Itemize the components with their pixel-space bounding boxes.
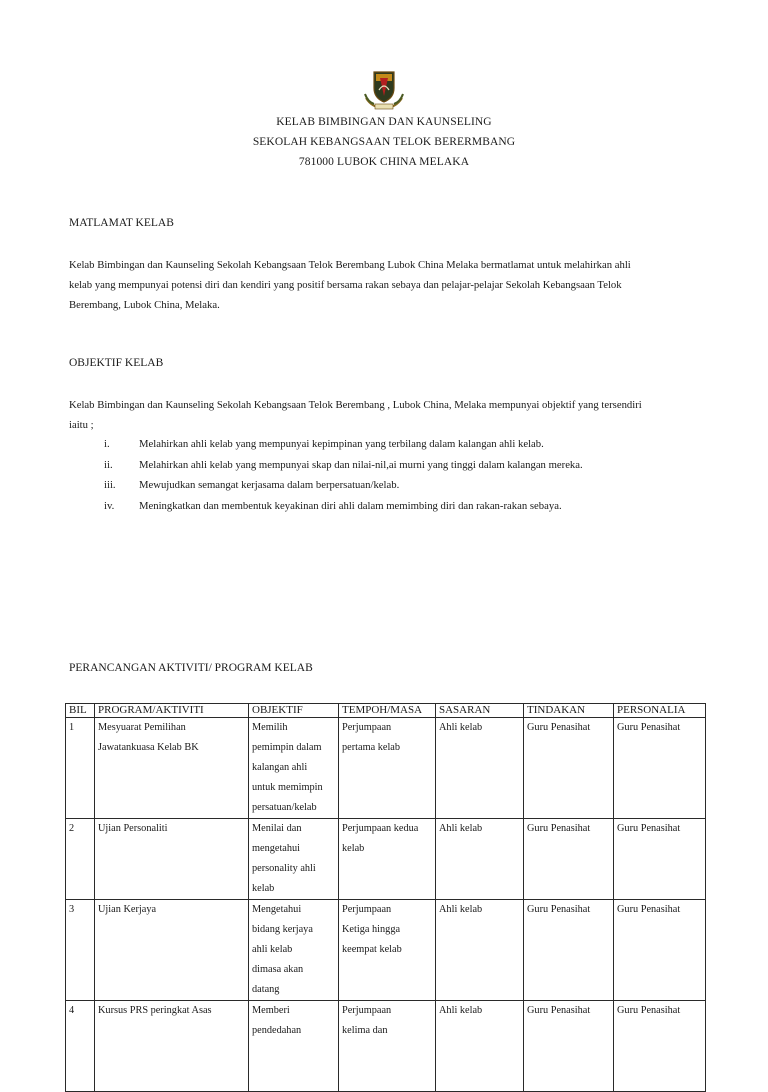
cell-line: pendedahan — [252, 1025, 302, 1036]
cell-tempoh — [339, 718, 436, 819]
cell-bil: 4 — [66, 1001, 95, 1092]
school-address-title: 781000 LUBOK CHINA MELAKA — [298, 156, 470, 168]
cell-program — [95, 718, 249, 819]
cell-line: pemimpin dalam — [252, 742, 322, 753]
cell-line: bidang kerjaya — [252, 924, 313, 935]
objektif-paragraph — [69, 395, 701, 435]
cell-objektif — [249, 718, 339, 819]
list-item-number: i. — [104, 438, 110, 450]
list-item-text: Meningkatkan dan membentuk keyakinan diri ahli dalam memimbing diri dan rakan-rakan sebaya. — [139, 499, 562, 512]
cell-tempoh — [339, 900, 436, 1001]
cell-tindakan: Guru Penasihat — [524, 900, 614, 1001]
cell-program — [95, 819, 249, 900]
list-item — [69, 455, 709, 476]
col-header-sasaran: SASARAN — [436, 704, 524, 718]
cell-line: datang — [252, 984, 280, 995]
matlamat-line-3: Berembang, Lubok China, Melaka. — [69, 299, 220, 311]
cell-line: untuk memimpin — [252, 782, 323, 793]
cell-line: mengetahui — [252, 843, 301, 854]
cell-line: persatuan/kelab — [252, 802, 317, 813]
list-item-number: iv. — [104, 499, 115, 512]
list-item-number: iii. — [104, 479, 116, 491]
cell-program — [95, 1001, 249, 1092]
matlamat-line-1: Kelab Bimbingan dan Kaunseling Sekolah Kebangsaan Telok Berembang Lubok China Melaka bermatlamat untuk melahirkan ahli — [69, 259, 631, 271]
cell-line: kelab — [252, 883, 275, 894]
school-crest-logo — [362, 68, 406, 112]
col-header-objektif: OBJEKTIF — [249, 704, 339, 718]
cell-line: Perjumpaan — [342, 1005, 392, 1016]
cell-line: kelima dan — [342, 1025, 388, 1036]
cell-line: kelab — [342, 843, 365, 854]
table-row — [66, 819, 706, 900]
cell-line: Ujian Kerjaya — [98, 904, 157, 915]
cell-line: ahli kelab — [252, 944, 293, 955]
cell-sasaran: Ahli kelab — [436, 819, 524, 900]
cell-sasaran: Ahli kelab — [436, 718, 524, 819]
cell-personalia: Guru Penasihat — [614, 819, 706, 900]
cell-line: keempat kelab — [342, 944, 402, 955]
cell-tindakan: Guru Penasihat — [524, 718, 614, 819]
col-header-tempoh: TEMPOH/MASA — [339, 704, 436, 718]
list-item — [69, 496, 709, 517]
cell-personalia: Guru Penasihat — [614, 718, 706, 819]
cell-objektif — [249, 900, 339, 1001]
cell-personalia: Guru Penasihat — [614, 1001, 706, 1092]
objektif-list — [69, 434, 709, 516]
cell-line: Ujian Personaliti — [98, 823, 168, 834]
cell-tempoh — [339, 819, 436, 900]
list-item-number: ii. — [104, 458, 113, 471]
matlamat-heading: MATLAMAT KELAB — [69, 217, 174, 229]
cell-line: Perjumpaan — [342, 904, 392, 915]
col-header-program: PROGRAM/AKTIVITI — [95, 704, 249, 718]
objektif-line-1: Kelab Bimbingan dan Kaunseling Sekolah Kebangsaan Telok Berembang , Lubok China, Melaka mempunyai objektif yang tersendiri — [69, 399, 642, 411]
cell-objektif — [249, 1001, 339, 1092]
table-row — [66, 1001, 706, 1092]
list-item-text: Mewujudkan semangat kerjasama dalam berpersatuan/kelab. — [139, 479, 400, 491]
cell-line: dimasa akan — [252, 964, 304, 975]
list-item-text: Melahirkan ahli kelab yang mempunyai skap dan nilai-nil,ai murni yang tinggi dalam kalangan mereka. — [139, 458, 583, 471]
cell-bil: 2 — [66, 819, 95, 900]
cell-line: Ketiga hingga — [342, 924, 401, 935]
table-row — [66, 718, 706, 819]
cell-tindakan: Guru Penasihat — [524, 1001, 614, 1092]
list-item-text: Melahirkan ahli kelab yang mempunyai kepimpinan yang terbilang dalam kalangan ahli kelab. — [139, 438, 544, 450]
cell-tempoh — [339, 1001, 436, 1092]
col-header-tindakan: TINDAKAN — [524, 704, 614, 718]
cell-line: Perjumpaan — [342, 722, 392, 733]
cell-bil: 1 — [66, 718, 95, 819]
matlamat-line-2: kelab yang mempunyai potensi diri dan kendiri yang positif bersama rakan sebaya dan pelajar-pelajar Sekolah Kebangsaan Telok — [69, 279, 622, 291]
table-row — [66, 900, 706, 1001]
list-item — [69, 434, 709, 455]
cell-sasaran: Ahli kelab — [436, 1001, 524, 1092]
cell-line: kalangan ahli — [252, 762, 308, 773]
cell-bil: 3 — [66, 900, 95, 1001]
list-item — [69, 475, 709, 496]
cell-sasaran: Ahli kelab — [436, 900, 524, 1001]
objektif-line-2: iaitu ; — [69, 419, 94, 431]
col-header-bil: BIL — [66, 704, 95, 718]
cell-line: pertama kelab — [342, 742, 401, 753]
cell-line: Menilai dan — [252, 823, 302, 834]
cell-line: Jawatankuasa Kelab BK — [98, 742, 199, 753]
cell-program — [95, 900, 249, 1001]
cell-line: Memilih — [252, 722, 288, 733]
col-header-personalia: PERSONALIA — [614, 704, 706, 718]
cell-line: Kursus PRS peringkat Asas — [98, 1005, 212, 1016]
activity-plan-table — [65, 703, 706, 1092]
club-name-title: KELAB BIMBINGAN DAN KAUNSELING — [276, 116, 492, 128]
cell-objektif — [249, 819, 339, 900]
cell-line: Memberi — [252, 1005, 290, 1016]
perancangan-heading: PERANCANGAN AKTIVITI/ PROGRAM KELAB — [69, 662, 313, 674]
cell-tindakan: Guru Penasihat — [524, 819, 614, 900]
objektif-heading: OBJEKTIF KELAB — [69, 357, 164, 369]
cell-line: personality ahli — [252, 863, 316, 874]
school-name-title: SEKOLAH KEBANGSAAN TELOK BERERMBANG — [252, 136, 516, 148]
matlamat-paragraph — [69, 255, 701, 315]
cell-line: Mesyuarat Pemilihan — [98, 722, 186, 733]
table-header-row — [66, 704, 706, 718]
cell-line: Perjumpaan kedua — [342, 823, 419, 834]
cell-personalia: Guru Penasihat — [614, 900, 706, 1001]
cell-line: Mengetahui — [252, 904, 302, 915]
